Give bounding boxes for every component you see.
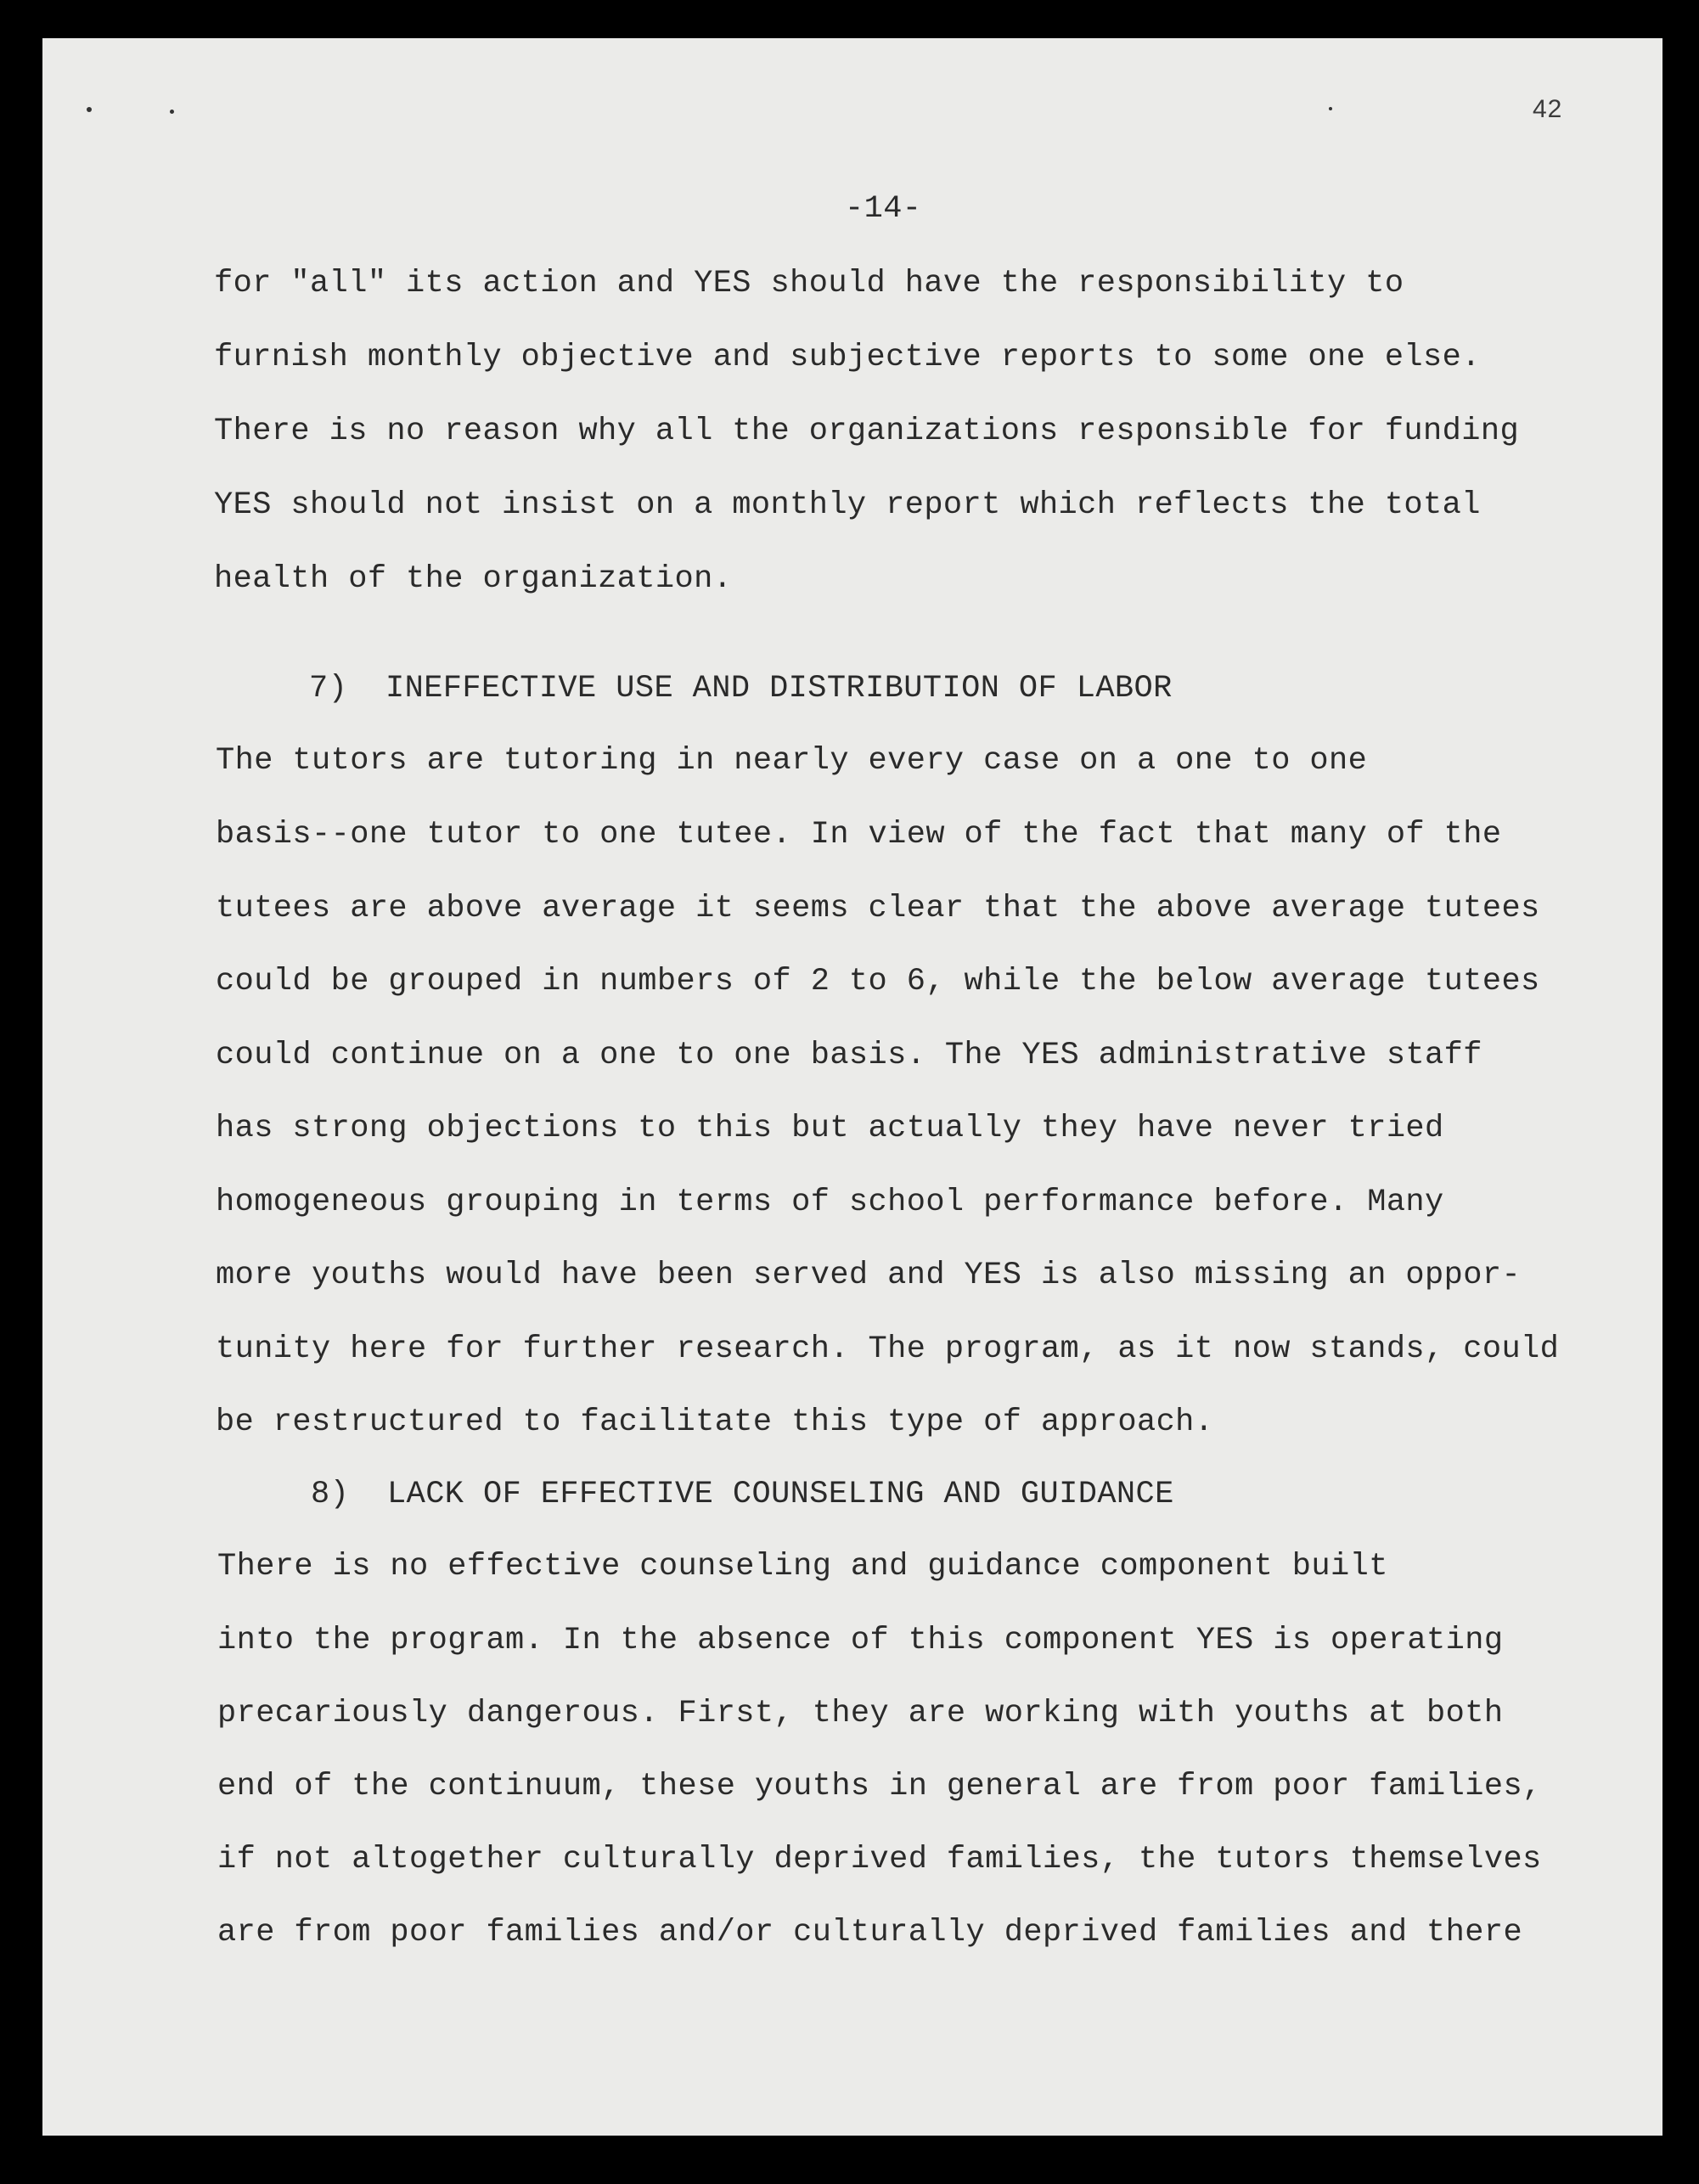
text-line: could continue on a one to one basis. The YES administrative staff xyxy=(216,1038,1482,1073)
scan-speck xyxy=(87,107,92,112)
text-line: tunity here for further research. The program, as it now stands, could xyxy=(216,1331,1560,1367)
text-line: end of the continuum, these youths in general are from poor families, xyxy=(217,1769,1542,1804)
text-line: homogeneous grouping in terms of school performance before. Many xyxy=(216,1185,1444,1220)
section-number: 8) xyxy=(311,1477,350,1512)
section-number: 7) xyxy=(309,671,348,706)
text-line: There is no effective counseling and guidance component built xyxy=(217,1549,1388,1585)
text-line: if not altogether culturally deprived families, the tutors themselves xyxy=(217,1842,1542,1877)
text-line: could be grouped in numbers of 2 to 6, while the below average tutees xyxy=(216,964,1540,999)
text-line: There is no reason why all the organizations responsible for funding xyxy=(214,414,1520,449)
text-line: more youths would have been served and YES is also missing an oppor- xyxy=(216,1258,1522,1293)
text-line: The tutors are tutoring in nearly every case on a one to one xyxy=(216,743,1368,779)
section-title: LACK OF EFFECTIVE COUNSELING AND GUIDANCE xyxy=(387,1477,1174,1512)
section-title: INEFFECTIVE USE AND DISTRIBUTION OF LABOR xyxy=(385,671,1173,706)
text-line: YES should not insist on a monthly report which reflects the total xyxy=(214,487,1481,523)
text-line: furnish monthly objective and subjective reports to some one else. xyxy=(214,340,1481,375)
text-line: health of the organization. xyxy=(214,561,733,597)
text-line: tutees are above average it seems clear that the above average tutees xyxy=(216,891,1540,926)
page-number: -14- xyxy=(845,191,922,227)
text-line: has strong objections to this but actually they have never tried xyxy=(216,1111,1444,1146)
scan-speck xyxy=(1329,107,1332,110)
document-page xyxy=(42,38,1662,2136)
text-line: be restructured to facilitate this type of approach. xyxy=(216,1404,1214,1440)
text-line: basis--one tutor to one tutee. In view of the fact that many of the xyxy=(216,817,1502,853)
text-line: are from poor families and/or culturally deprived families and there xyxy=(217,1915,1523,1950)
archive-page-number: 42 xyxy=(1533,95,1563,123)
scan-speck xyxy=(170,110,174,114)
text-line: for "all" its action and YES should have the responsibility to xyxy=(214,266,1404,301)
text-line: into the program. In the absence of this component YES is operating xyxy=(217,1623,1504,1658)
text-line: precariously dangerous. First, they are working with youths at both xyxy=(217,1696,1504,1731)
